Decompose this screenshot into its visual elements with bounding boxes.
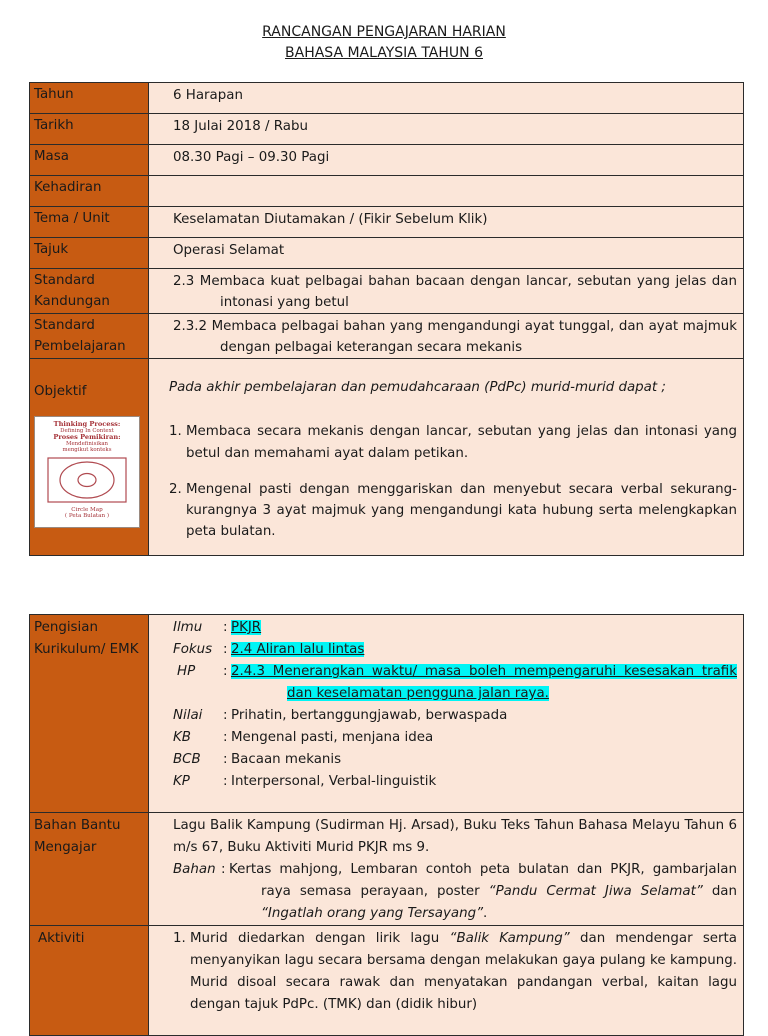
aktiviti-text-b: dan mendengar serta menyanyikan lagu secara bersama dengan melakukan gaya pulang ke kampung. Murid disoal secara rawak dan menyatakan pandangan verbal, kaitan lagu dengan tajuk PdPc. (TMK) dan (didik hibur) <box>190 931 738 1012</box>
label-standard-kandungan: Standard Kandungan <box>30 269 149 314</box>
bbm-poster-2: “Ingatlah orang yang Tersayang” <box>261 906 484 921</box>
value-standard-pembelajaran: 2.3.2 Membaca pelbagai bahan yang mengandungi ayat tunggal, dan ayat majmuk dengan pelbagai keterangan secara mekanis <box>173 319 737 355</box>
row-objektif <box>30 359 744 556</box>
aktiviti-text-a: Murid diedarkan dengan lirik lagu <box>190 931 440 946</box>
objektif-label-cell <box>30 359 149 556</box>
emk-kb-value: Mengenal pasti, menjana idea <box>231 730 434 745</box>
row-tahun <box>30 83 744 114</box>
label-emk: Pengisian Kurikulum/ EMK <box>30 615 149 813</box>
emk-nilai-value: Prihatin, bertanggungjawab, berwaspada <box>231 708 508 723</box>
row-aktiviti <box>30 926 744 1036</box>
value-masa: 08.30 Pagi – 09.30 Pagi <box>149 145 744 176</box>
value-tarikh: 18 Julai 2018 / Rabu <box>149 114 744 145</box>
emk-bcb: BCB : Bacaan mekanis <box>173 749 737 771</box>
value-tajuk: Operasi Selamat <box>149 238 744 269</box>
lesson-info-table <box>29 82 744 556</box>
row-bahan-bantu-mengajar <box>30 813 744 926</box>
thumb-subtitle: Defining In Context <box>60 428 114 434</box>
bbm-dan: dan <box>711 884 738 899</box>
label-objektif: Objektif <box>34 384 87 399</box>
bbm-text: Lagu Balik Kampung (Sudirman Hj. Arsad), Buku Teks Tahun Bahasa Melayu Tahun 6 m/s 67, Buku Aktiviti Murid PKJR ms 9. <box>173 818 737 855</box>
objektif-item-2-number: 2. <box>169 482 182 497</box>
emk-bcb-value: Bacaan mekanis <box>231 752 342 767</box>
emk-kp-key: KP <box>173 774 190 789</box>
emk-ilmu-key: Ilmu <box>173 620 203 635</box>
emk-ilmu: Ilmu : PKJR <box>173 617 737 639</box>
thumb-caption <box>35 507 139 519</box>
emk-kp: KP : Interpersonal, Verbal-linguistik <box>173 771 737 793</box>
emk-hp-key: HP <box>177 664 196 679</box>
emk-kb: KB : Mengenal pasti, menjana idea <box>173 727 737 749</box>
emk-kb-key: KB <box>173 730 191 745</box>
circle-map-icon <box>47 457 127 503</box>
thumb-subtitle-ms-2: mengikut konteks <box>62 447 112 453</box>
document-title-line-2: BAHASA MALAYSIA TAHUN 6 <box>285 45 483 61</box>
objektif-item-2 <box>169 479 737 542</box>
emk-hp: HP : 2.4.3 Menerangkan waktu/ masa boleh mempengaruhi kesesakan trafik dan keselamatan pengguna jalan raya. <box>173 661 737 705</box>
bbm-bahan: Bahan : Kertas mahjong, Lembaran contoh peta bulatan dan PKJR, gambarjalan raya semasa perayaan, poster “Pandu Cermat Jiwa Selamat” dan “Ingatlah orang yang Tersayang”. <box>173 859 737 925</box>
thumb-subtitle-ms-1: Mendefinisikan <box>65 441 109 447</box>
label-kehadiran: Kehadiran <box>30 176 149 207</box>
emk-bcb-key: BCB <box>173 752 201 767</box>
value-kehadiran <box>149 176 744 207</box>
objektif-item-1-number: 1. <box>169 424 182 439</box>
circle-map-thumbnail <box>34 416 140 528</box>
aktiviti-item-1-number: 1. <box>173 931 186 946</box>
row-standard-kandungan <box>30 269 744 314</box>
label-standard-pembelajaran: Standard Pembelajaran <box>30 314 149 359</box>
thumb-title-ms: Proses Pemikiran: <box>53 433 121 441</box>
emk-nilai-key: Nilai <box>173 708 203 723</box>
document-title-line-1: RANCANGAN PENGAJARAN HARIAN <box>262 24 506 40</box>
thumb-caption-line-1: Circle Map <box>71 507 103 513</box>
emk-fokus-key: Fokus <box>173 642 213 657</box>
label-tahun: Tahun <box>30 83 149 114</box>
lesson-content-table <box>29 614 744 1036</box>
label-bahan-bantu-mengajar: Bahan Bantu Mengajar <box>30 813 149 926</box>
bbm-end-period: . <box>483 906 488 921</box>
row-tarikh <box>30 114 744 145</box>
emk-fokus-value: 2.4 Aliran lalu lintas <box>231 642 365 657</box>
label-tajuk: Tajuk <box>30 238 149 269</box>
row-tajuk <box>30 238 744 269</box>
value-tema-unit: Keselamatan Diutamakan / (Fikir Sebelum Klik) <box>149 207 744 238</box>
objektif-item-1-text: Membaca secara mekanis dengan lancar, sebutan yang jelas dan intonasi yang betul dan memahami ayat dalam petikan. <box>186 424 737 461</box>
emk-fokus: Fokus : 2.4 Aliran lalu lintas <box>173 639 737 661</box>
row-standard-pembelajaran <box>30 314 744 359</box>
label-tarikh: Tarikh <box>30 114 149 145</box>
bbm-bahan-text: Kertas mahjong, Lembaran contoh peta bulatan dan PKJR, gambarjalan raya semasa perayaan, poster <box>229 862 737 899</box>
emk-nilai: Nilai : Prihatin, bertanggungjawab, berwaspada <box>173 705 737 727</box>
row-emk <box>30 615 744 813</box>
value-standard-kandungan: 2.3 Membaca kuat pelbagai bahan bacaan dengan lancar, sebutan yang jelas dan intonasi yang betul <box>173 274 737 310</box>
thumb-caption-line-2: ( Peta Bulatan ) <box>64 513 110 519</box>
label-tema-unit: Tema / Unit <box>30 207 149 238</box>
row-kehadiran <box>30 176 744 207</box>
label-masa: Masa <box>30 145 149 176</box>
bbm-poster-1: “Pandu Cermat Jiwa Selamat” <box>488 884 703 899</box>
label-aktiviti: Aktiviti <box>30 926 149 1036</box>
emk-kp-value: Interpersonal, Verbal-linguistik <box>231 774 437 789</box>
aktiviti-item-1 <box>173 928 737 1016</box>
objektif-item-2-text: Mengenal pasti dengan menggariskan dan menyebut secara verbal sekurang-kurangnya 3 ayat majmuk yang mengandungi kata hubung serta melengkapkan peta bulatan. <box>186 482 737 539</box>
value-tahun: 6 Harapan <box>149 83 744 114</box>
emk-ilmu-value: PKJR <box>231 620 262 635</box>
aktiviti-song-title: “Balik Kampung” <box>449 931 570 946</box>
emk-hp-value: 2.4.3 Menerangkan waktu/ masa boleh mempengaruhi kesesakan trafik dan keselamatan pengguna jalan raya. <box>231 664 737 701</box>
bbm-bahan-key: Bahan <box>173 862 216 877</box>
thumb-title: Thinking Process: <box>53 420 121 428</box>
objektif-item-1 <box>169 421 737 465</box>
row-masa <box>30 145 744 176</box>
objektif-intro: Pada akhir pembelajaran dan pemudahcaraan (PdPc) murid-murid dapat ; <box>169 380 666 395</box>
row-tema-unit <box>30 207 744 238</box>
